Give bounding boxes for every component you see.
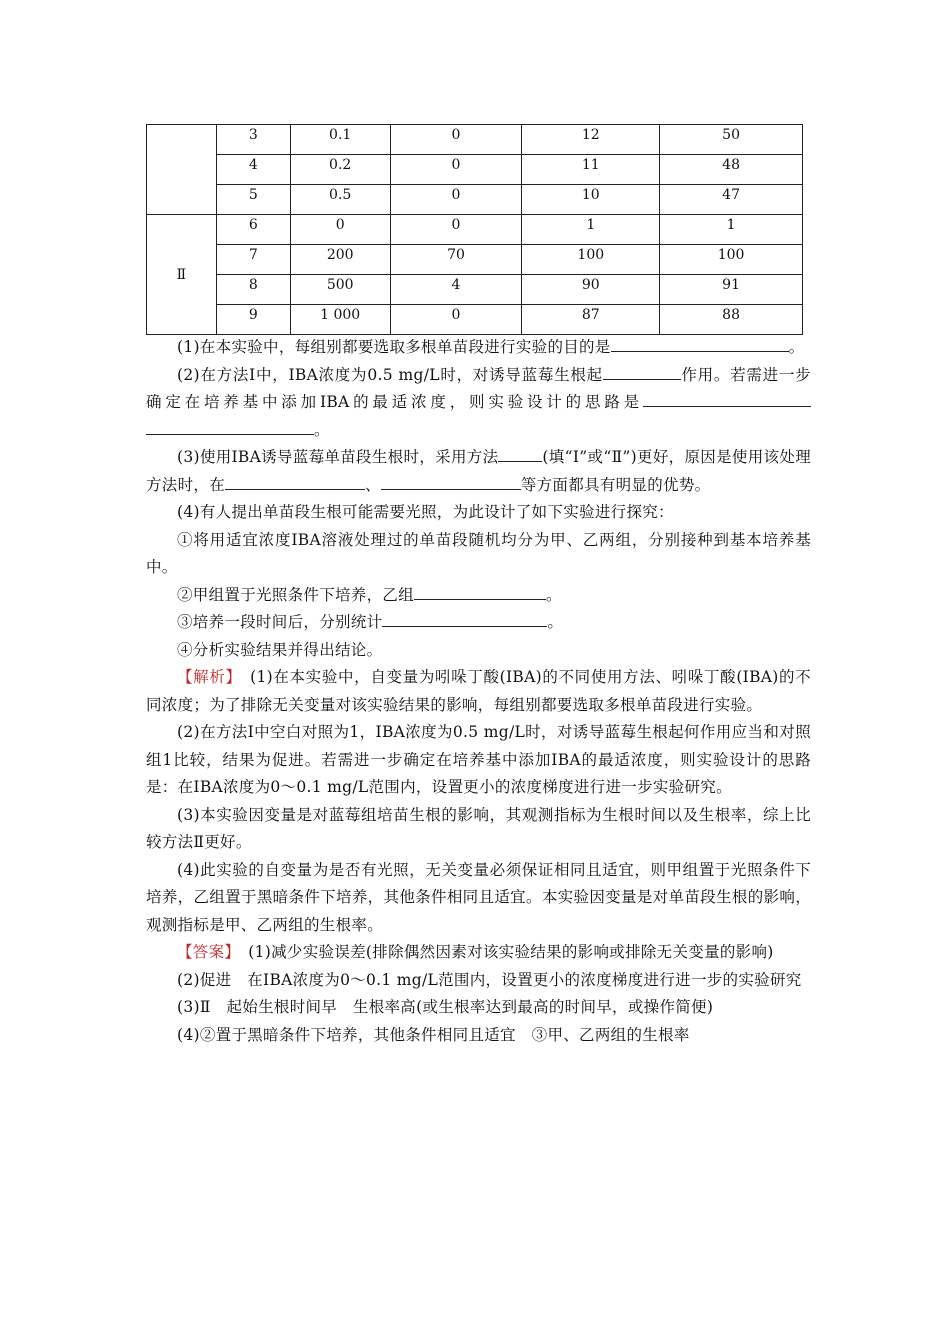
table-cell: 1 000 <box>290 305 390 335</box>
answer-2: (2)促进 在IBA浓度为0～0.1 mg/L范围内，设置更小的浓度梯度进行进一步的实验研究 <box>177 970 802 989</box>
table-cell: 100 <box>522 245 660 275</box>
table-cell: 5 <box>216 185 290 215</box>
answer-blank <box>381 472 521 490</box>
question-4-intro: (4)有人提出单苗段生根可能需要光照，为此设计了如下实验进行探究： <box>177 503 674 521</box>
table-cell: 0 <box>390 125 522 155</box>
answer-blank <box>611 334 789 352</box>
table-row <box>147 245 803 275</box>
table-cell: 1 <box>660 215 803 245</box>
question-4-step-2: ②甲组置于光照条件下培养，乙组 。 <box>146 582 811 610</box>
table-cell: 12 <box>522 125 660 155</box>
answer-blank <box>146 417 314 435</box>
answer-blank <box>498 444 542 462</box>
table-cell: 1 <box>522 215 660 245</box>
table-cell: 9 <box>216 305 290 335</box>
question-4-step-3: ③培养一段时间后，分别统计 。 <box>146 609 811 637</box>
table-cell: 0 <box>390 155 522 185</box>
table-cell: 91 <box>660 275 803 305</box>
table-cell: 0.5 <box>290 185 390 215</box>
question-body <box>146 334 811 1049</box>
table-cell: 11 <box>522 155 660 185</box>
table-cell: 500 <box>290 275 390 305</box>
table-cell: 0 <box>390 185 522 215</box>
table-row <box>147 275 803 305</box>
table-cell: 47 <box>660 185 803 215</box>
answer-blank <box>225 472 365 490</box>
table-cell: 0.2 <box>290 155 390 185</box>
question-4-step-1: ①将用适宜浓度IBA溶液处理过的单苗段随机均分为甲、乙两组，分别接种到基本培养基中。 <box>146 530 811 576</box>
answer-3: (3)Ⅱ 起始生根时间早 生根率高(或生根率达到最高的时间早，或操作简便) <box>177 998 714 1016</box>
table-cell: 0.1 <box>290 125 390 155</box>
table-cell: 7 <box>216 245 290 275</box>
group-cell <box>147 125 217 215</box>
answer-blank <box>603 362 681 380</box>
analysis-tag: 【解析】 <box>177 668 234 686</box>
table-cell: 87 <box>522 305 660 335</box>
table-cell: 3 <box>216 125 290 155</box>
answer-blank <box>382 609 547 627</box>
table-cell: 88 <box>660 305 803 335</box>
answer-blank <box>414 582 546 600</box>
table-cell: 4 <box>390 275 522 305</box>
table-cell: 70 <box>390 245 522 275</box>
answer-1: 【答案】 (1)减少实验误差(排除偶然因素对该实验结果的影响或排除无关变量的影响) <box>177 943 774 961</box>
question-3: (3)使用IBA诱导蓝莓单苗段生根时，采用方法 (填“Ⅰ”或“Ⅱ”)更好，原因是使用该处理方法时，在 、 等方面都具有明显的优势。 <box>146 444 811 499</box>
analysis-3: (3)本实验因变量是对蓝莓组培苗生根的影响，其观测指标为生根时间以及生根率，综上比较方法Ⅱ更好。 <box>146 805 811 851</box>
table-cell: 6 <box>216 215 290 245</box>
table-cell: 50 <box>660 125 803 155</box>
answer-tag: 【答案】 <box>177 943 233 961</box>
table-row <box>147 185 803 215</box>
experiment-table <box>146 124 803 335</box>
table-cell: 200 <box>290 245 390 275</box>
analysis-4: (4)此实验的自变量为是否有光照，无关变量必须保证相同且适宜，则甲组置于光照条件下培养，乙组置于黑暗条件下培养，其他条件相同且适宜。本实验因变量是对单苗段生根的影响，观测指标是甲、乙两组的生根率。 <box>146 860 811 934</box>
group-cell: Ⅱ <box>147 215 217 335</box>
table-cell: 100 <box>660 245 803 275</box>
table-cell: 0 <box>390 305 522 335</box>
answer-blank <box>643 389 811 407</box>
table-cell: 8 <box>216 275 290 305</box>
question-2: (2)在方法Ⅰ中，IBA浓度为0.5 mg/L时，对诱导蓝莓生根起 作用。若需进一步确定在培养基中添加IBA的最适浓度，则实验设计的思路是。 <box>146 362 811 445</box>
table-cell: 0 <box>290 215 390 245</box>
table-cell: 48 <box>660 155 803 185</box>
table-cell: 90 <box>522 275 660 305</box>
table-cell: 10 <box>522 185 660 215</box>
question-1: (1)在本实验中，每组别都要选取多根单苗段进行实验的目的是 。 <box>146 334 811 362</box>
question-4-step-4: ④分析实验结果并得出结论。 <box>177 640 383 659</box>
analysis-1: 【解析】 (1)在本实验中，自变量为吲哚丁酸(IBA)的不同使用方法、吲哚丁酸(IBA)的不同浓度；为了排除无关变量对该实验结果的影响，每组别都要选取多根单苗段进行实验。 <box>146 668 811 714</box>
table-row <box>147 155 803 185</box>
answer-4: (4)②置于黑暗条件下培养，其他条件相同且适宜 ③甲、乙两组的生根率 <box>177 1025 690 1044</box>
analysis-2: (2)在方法Ⅰ中空白对照为1，IBA浓度为0.5 mg/L时，对诱导蓝莓生根起何作用应当和对照组1比较，结果为促进。若需进一步确定在培养基中添加IBA的最适浓度，则实验设计的思路是：在IBA浓度为0～0.1 mg/L范围内，设置更小的浓度梯度进行进一步实验研究。 <box>146 723 811 796</box>
table-row <box>147 125 803 155</box>
table-cell: 4 <box>216 155 290 185</box>
table-row <box>147 305 803 335</box>
table-row <box>147 215 803 245</box>
table-cell: 0 <box>390 215 522 245</box>
